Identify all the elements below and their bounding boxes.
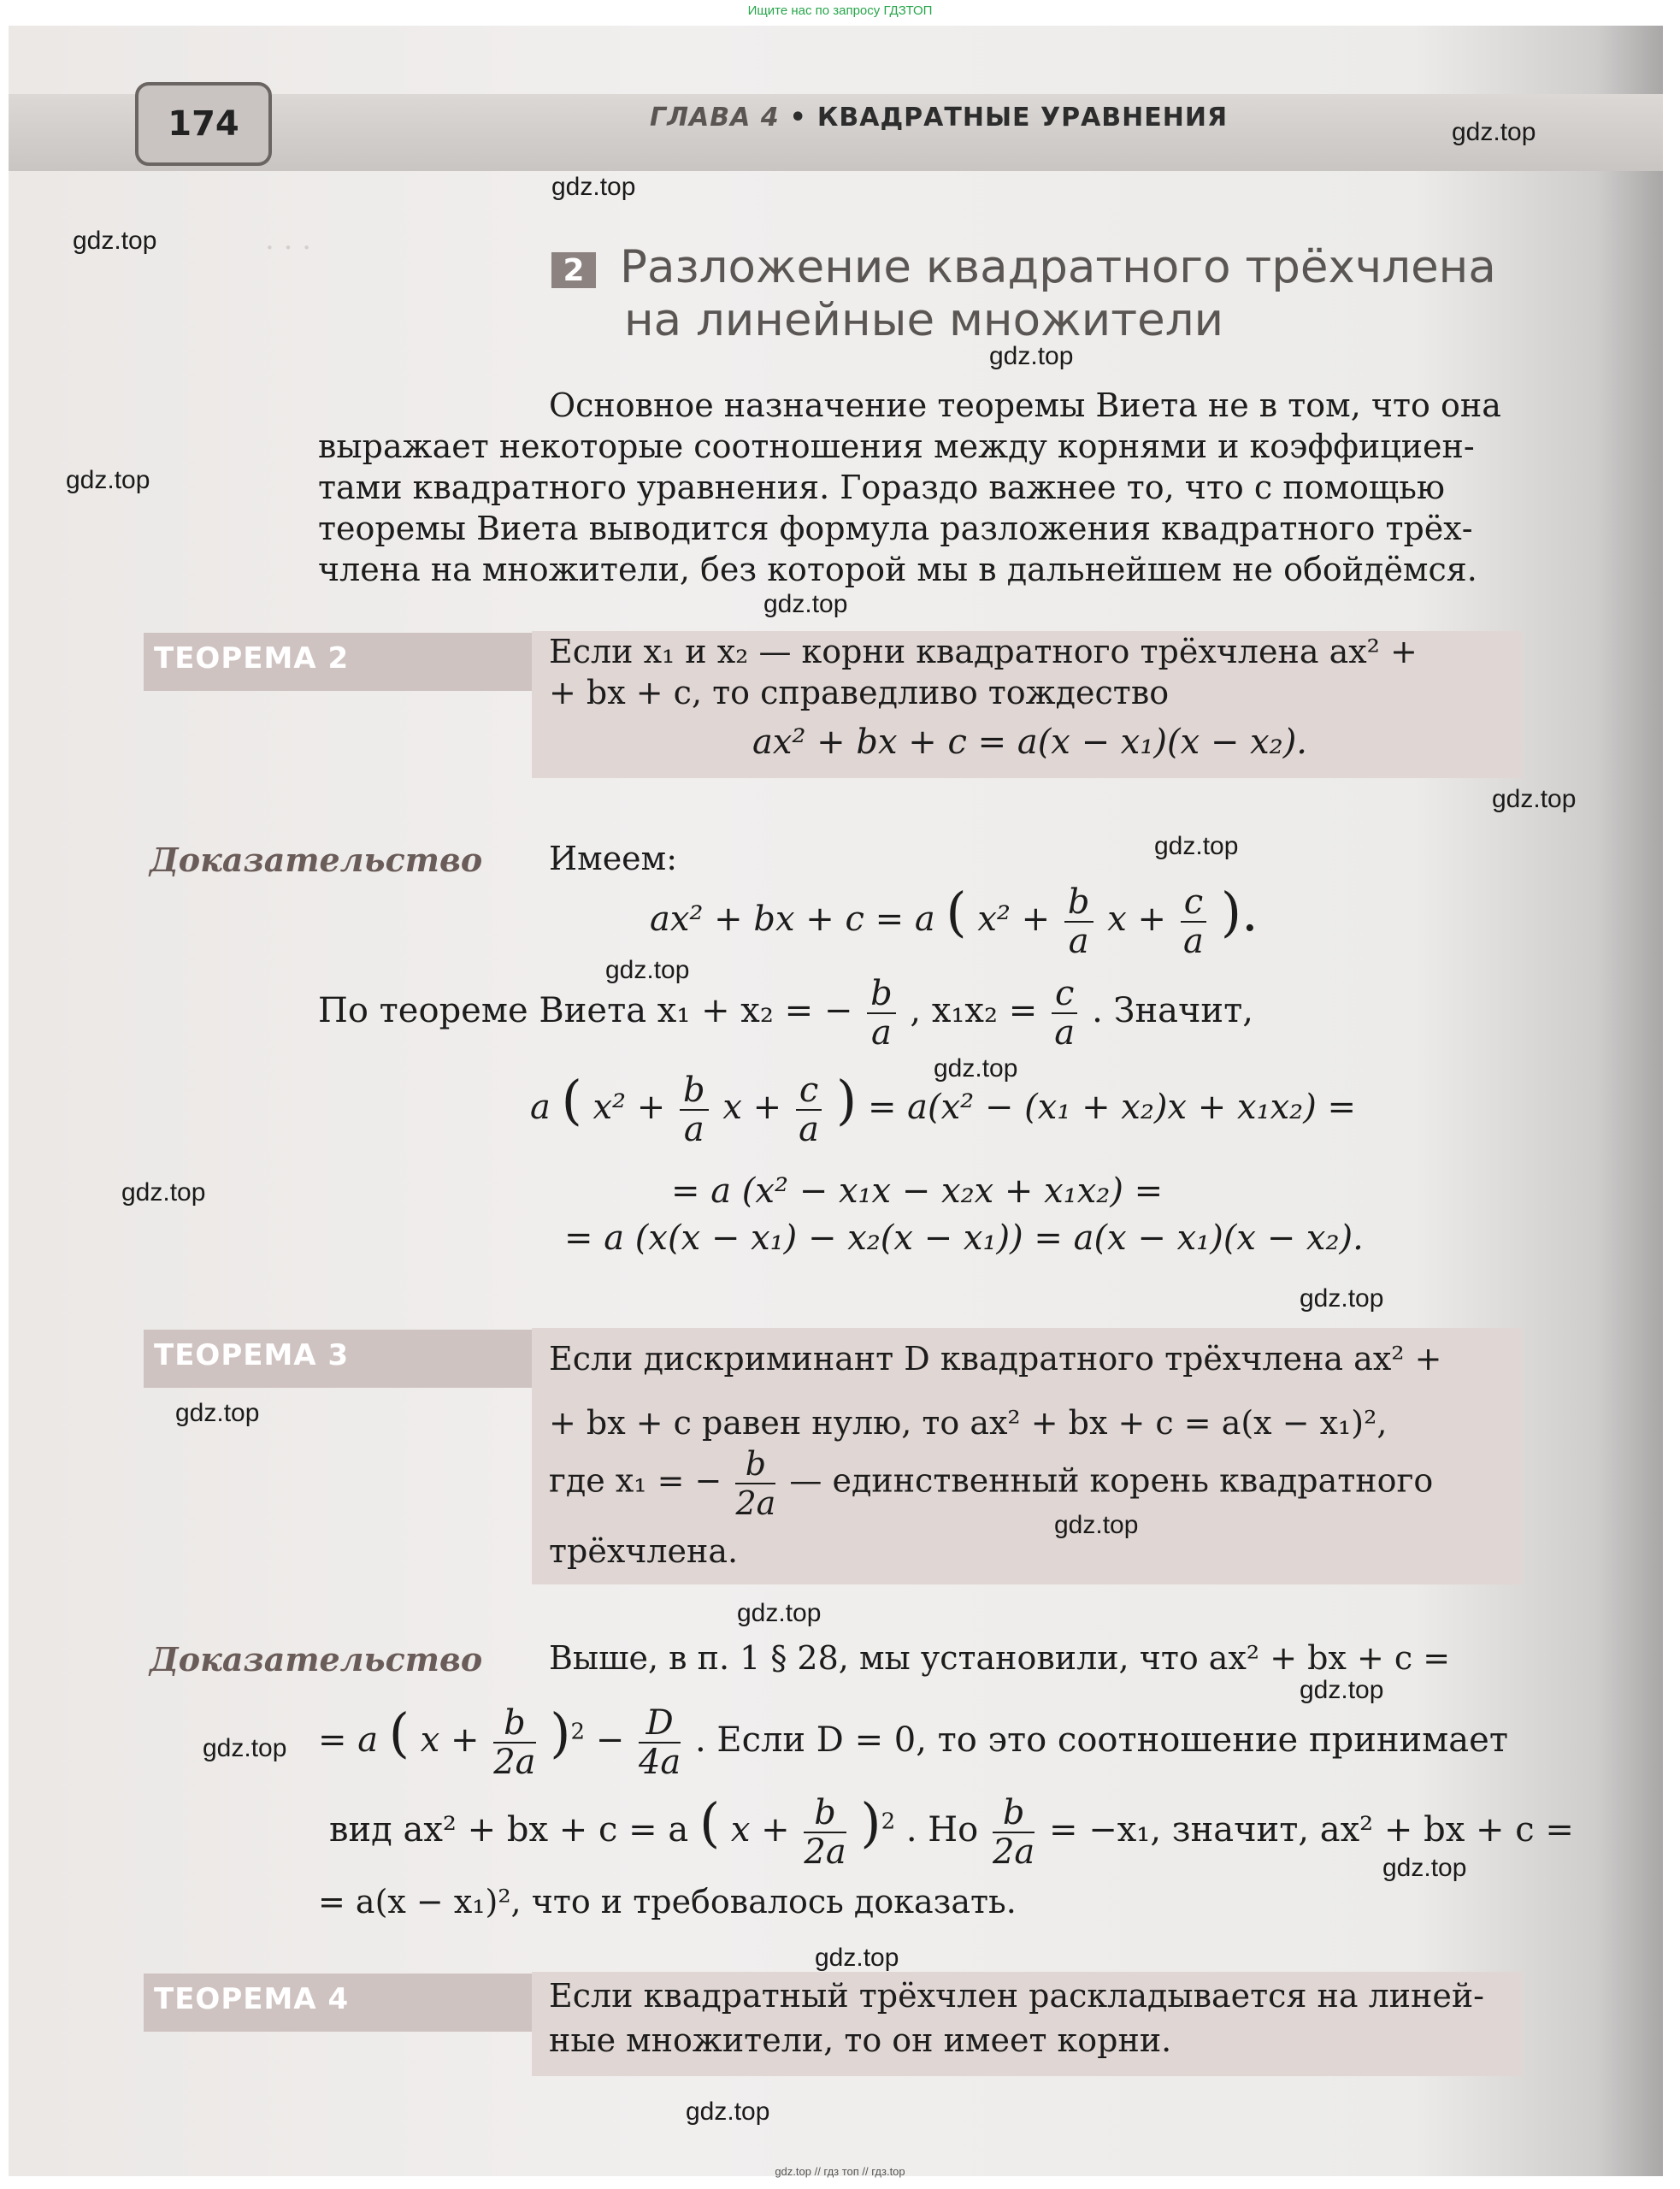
watermark: gdz.top [1382,1854,1467,1882]
theorem-3-line-1: Если дискриминант D квадратного трёхчлена ax² + [549,1340,1442,1378]
watermark: gdz.top [605,956,690,984]
numerator: b [804,1794,846,1833]
fraction [796,1071,822,1148]
fraction [680,1071,709,1148]
theorem-2-label: ТЕОРЕМА 2 [154,641,350,676]
denominator: a [870,1013,892,1053]
theorem-3-line-4: трёхчлена. [549,1532,739,1570]
watermark: gdz.top [815,1944,899,1972]
proof-have: Имеем: [549,840,678,877]
watermark: gdz.top [121,1178,206,1207]
formula-part: По теореме Виета x₁ + x₂ = − [318,991,853,1030]
watermark: gdz.top [1300,1284,1384,1313]
section-title-line-2: на линейные множители [624,294,1224,346]
numerator: b [735,1445,775,1484]
numerator: b [680,1071,709,1111]
formula-part: x + [730,1810,790,1850]
formula-part: . Значит, [1092,991,1253,1030]
page-number: 174 [135,82,272,166]
denominator: a [1054,1013,1076,1053]
chapter-header [650,103,1228,133]
theorem-3-label: ТЕОРЕМА 3 [154,1338,350,1372]
formula-part: x² + [592,1088,666,1127]
chapter-title: КВАДРАТНЫЕ УРАВНЕНИЯ [816,103,1229,133]
fraction [1064,883,1093,960]
theorem-4-line-1: Если квадратный трёхчлен раскладывается на линей- [549,1977,1485,2015]
intro-line: Основное назначение теоремы Виета не в том, что она [549,386,1501,424]
watermark: gdz.top [1492,785,1577,813]
theorem-4-line-2: ные множители, то он имеет корни. [549,2021,1172,2059]
numerator: c [796,1071,822,1111]
bottom-note: gdz.top // гдз топ // гдз.top [775,2165,905,2178]
intro-paragraph [318,385,1524,590]
proof-3-line-3: вид ax² + bx + c = a ( x + $\frac{b}{2a}$ )$^2$ . Но $\frac{b}{2a}$ = −x₁, значит, ax² + bx + c = [329,1791,1574,1872]
formula-part: ax² + bx + c = a [650,900,935,939]
watermark: gdz.top [1452,118,1536,146]
chapter-label: ГЛАВА 4 [650,103,780,133]
numerator: b [493,1704,535,1744]
theorem-2-line-2: + bx + c, то справедливо тождество [549,674,1170,711]
intro-line: члена на множители, без которой мы в дальнейшем не обойдёмся. [318,551,1477,588]
watermark: gdz.top [934,1054,1018,1083]
theorem-3-line-2: + bx + c равен нулю, то ax² + bx + c = a(x − x₁)², [549,1404,1388,1442]
chapter-bullet: • [789,103,807,133]
formula-part: вид ax² + bx + c = a [329,1810,689,1850]
watermark: gdz.top [737,1599,822,1627]
watermark: gdz.top [763,590,848,618]
proof-label: Доказательство [150,841,483,879]
vieta-line [318,975,1253,1052]
formula-part: x + [722,1088,782,1127]
proof-formula-2: a ( x² + $\frac{b}{a}$ x + $\frac{c}{a}$ ) = a(x² − (x₁ + x₂)x + x₁x₂) = [530,1069,1357,1149]
fraction [993,1794,1035,1871]
formula-part: = a [318,1720,379,1760]
proof-formula-3: = a (x² − x₁x − x₂x + x₁x₂) = [671,1171,1164,1211]
numerator: b [867,975,896,1014]
formula-part: , x₁x₂ = [910,991,1038,1030]
proof-3-line-4: = a(x − x₁)², что и требовалось доказать. [318,1883,1017,1921]
watermark: gdz.top [203,1734,287,1762]
fraction [867,975,896,1052]
numerator: c [1052,975,1077,1014]
theorem-4-label: ТЕОРЕМА 4 [154,1982,350,2016]
formula-part: − [595,1720,625,1760]
formula-part: x + [1107,900,1167,939]
numerator: b [993,1794,1035,1833]
proof-formula-1: ax² + bx + c = a ( x² + $\frac{b}{a}$ x + $\frac{c}{a}$ ). [650,881,1259,961]
watermark: gdz.top [73,227,157,255]
section-number: 2 [551,252,596,288]
watermark: gdz.top [1300,1676,1384,1704]
denominator: a [1183,922,1204,961]
intro-line: тами квадратного уравнения. Гораздо важнее то, что с помощью [318,469,1445,506]
intro-line: выражает некоторые соотношения между корнями и коэффициен- [318,428,1475,465]
watermark: gdz.top [66,466,150,494]
denominator: 2a [992,1832,1035,1872]
fraction [639,1704,681,1781]
top-note: Ищите нас по запросу ГДЗТОП [747,3,933,18]
section-title [620,241,1496,347]
fraction [1181,883,1206,960]
watermark: gdz.top [1054,1511,1139,1539]
denominator: a [799,1110,820,1149]
denominator: a [1068,922,1089,961]
fraction [735,1445,775,1522]
numerator: c [1181,883,1206,923]
numerator: b [1064,883,1093,923]
formula-part: где x₁ = − [549,1461,722,1500]
formula-part: — единственный корень квадратного [789,1461,1434,1500]
formula-part: = −x₁, значит, ax² + bx + c = [1049,1810,1574,1850]
denominator: a [683,1110,704,1149]
denominator: 2a [493,1743,536,1782]
section-title-line-1: Разложение квадратного трёхчлена [620,241,1496,293]
proof-formula-4: = a (x(x − x₁) − x₂(x − x₁)) = a(x − x₁)(x − x₂). [564,1218,1364,1258]
denominator: 4a [638,1743,681,1782]
exponent: 2 [881,1808,896,1835]
intro-line: теоремы Виета выводится формула разложения квадратного трёх- [318,510,1473,547]
formula-part: . Если D = 0, то это соотношение принимает [694,1720,1508,1760]
proof-label: Доказательство [150,1640,483,1679]
watermark: gdz.top [989,342,1074,370]
watermark: gdz.top [686,2098,770,2126]
fraction [493,1704,535,1781]
watermark: gdz.top [1154,832,1239,860]
bleed-through-text: · · · [265,231,312,265]
formula-part: = a(x² − (x₁ + x₂)x + x₁x₂) = [867,1088,1357,1127]
formula-part: x² + [977,900,1051,939]
proof-3-line-2: = a ( x + $\frac{b}{2a}$ )$^2$ − $\frac{D}{4a}$ . Если D = 0, то это соотношение принимает [318,1702,1508,1782]
watermark: gdz.top [551,173,636,201]
denominator: 2a [804,1832,846,1872]
fraction [804,1794,846,1871]
proof-3-line-1: Выше, в п. 1 § 28, мы установили, что ax² + bx + c = [549,1639,1451,1677]
numerator: D [639,1704,681,1744]
theorem-2-line-1: Если x₁ и x₂ — корни квадратного трёхчлена ax² + [549,633,1418,670]
formula-part: a [530,1088,551,1127]
theorem-2-formula: ax² + bx + c = a(x − x₁)(x − x₂). [752,723,1308,762]
watermark: gdz.top [175,1399,260,1427]
exponent: 2 [570,1719,585,1745]
theorem-3-line-3 [549,1445,1433,1522]
fraction [1052,975,1077,1052]
denominator: 2a [735,1484,776,1522]
formula-part: . Но [905,1810,979,1850]
formula-part: x + [420,1720,480,1760]
